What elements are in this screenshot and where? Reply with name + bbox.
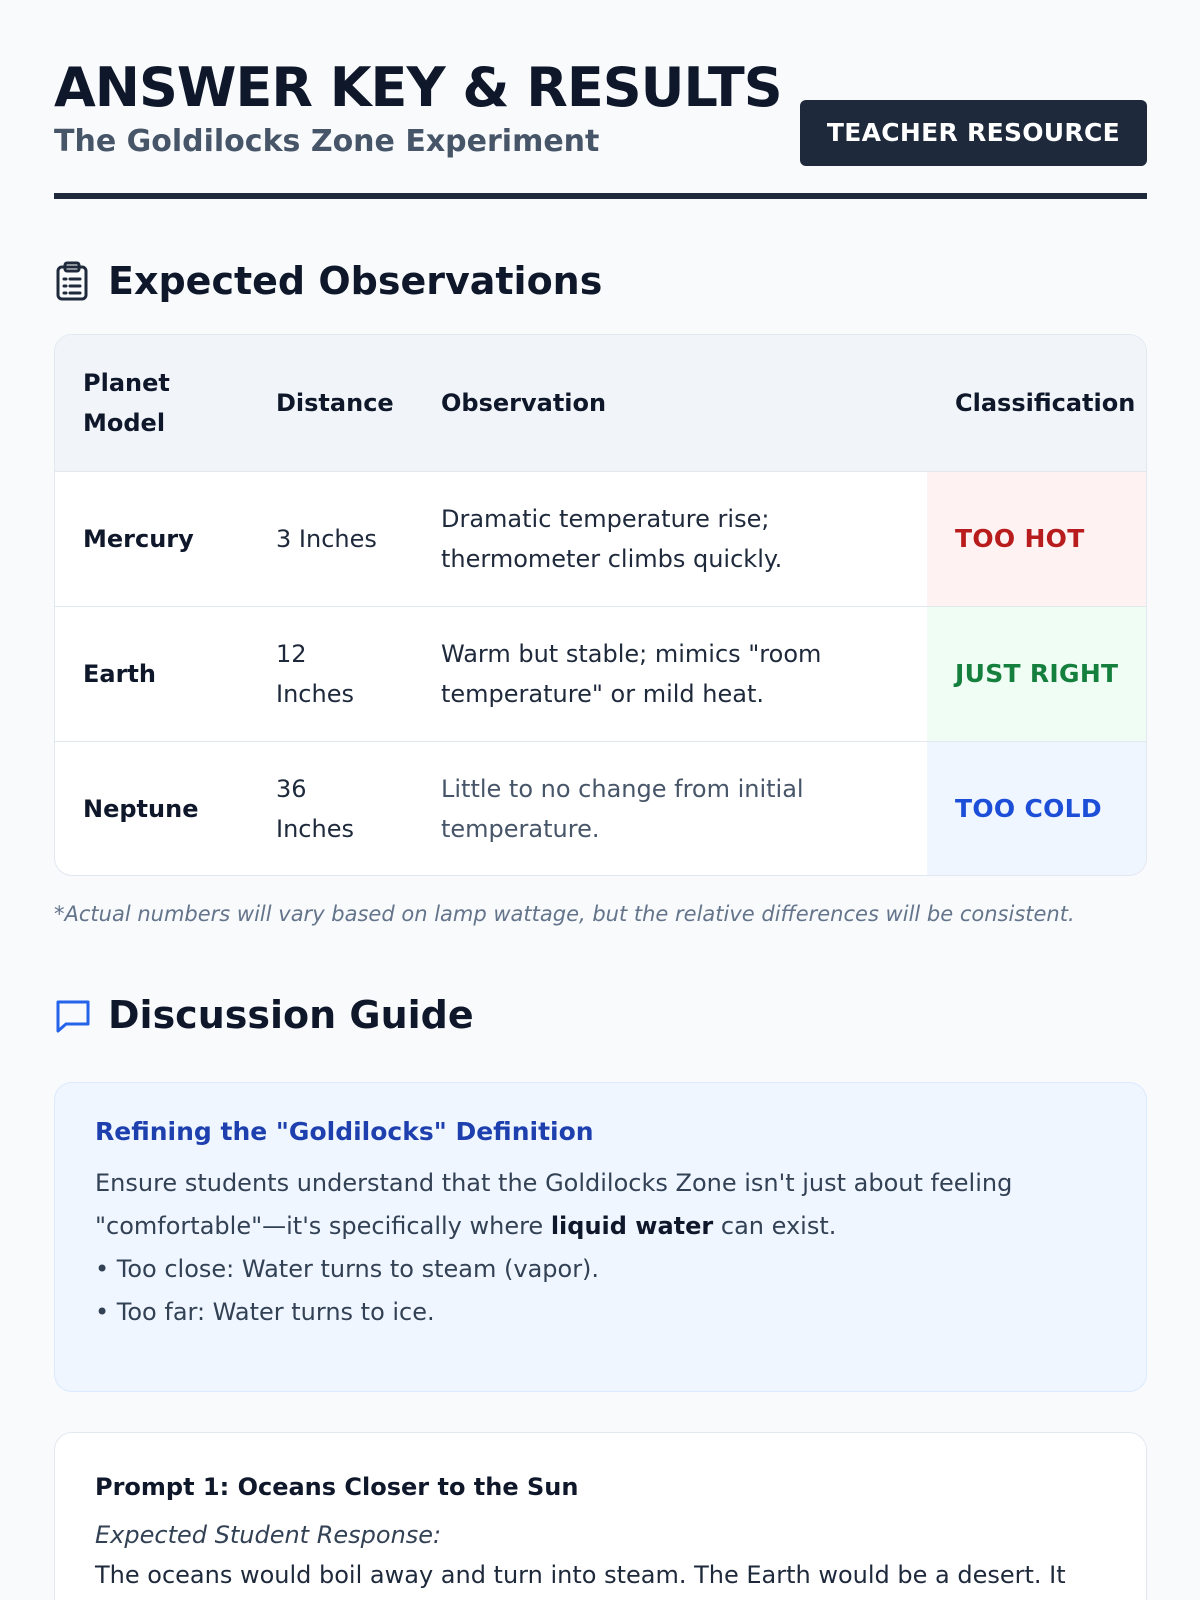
table-row — [55, 606, 1147, 741]
column-header-planet: Planet Model — [83, 368, 170, 437]
teacher-resource-badge: TEACHER RESOURCE — [800, 100, 1147, 166]
observations-heading — [54, 256, 602, 306]
discussion-heading-text: Discussion Guide — [108, 993, 474, 1037]
results-footnote: *Actual numbers will vary based on lamp wattage, but the relative differences will be consistent. — [54, 902, 1075, 926]
observation-cell: Dramatic temperature rise; thermometer climbs quickly. — [441, 504, 783, 573]
observations-heading-text: Expected Observations — [108, 259, 603, 303]
prompt-title: Prompt 1: Oceans Closer to the Sun — [95, 1473, 579, 1501]
liquid-water-emphasis: liquid water — [550, 1212, 714, 1240]
classification-cell: JUST RIGHT — [927, 606, 1147, 741]
page-header — [54, 50, 1147, 200]
header-divider — [54, 193, 1147, 199]
observation-cell: Little to no change from initial temperature. — [441, 774, 804, 843]
prompt-card — [54, 1432, 1147, 1600]
table-header-row — [55, 335, 1147, 471]
planet-cell: Mercury — [83, 524, 194, 553]
classification-cell: TOO HOT — [927, 471, 1147, 606]
distance-cell: 36 Inches — [276, 774, 354, 843]
discussion-heading — [54, 990, 474, 1040]
definition-card-title: Refining the "Goldilocks" Definition — [95, 1117, 594, 1146]
column-header-observation: Observation — [441, 388, 607, 417]
classification-cell: TOO COLD — [927, 741, 1147, 876]
expected-response-label: Expected Student Response: — [95, 1521, 442, 1549]
column-header-classification: Classification — [955, 388, 1136, 417]
bullet-too-far: • Too far: Water turns to ice. — [95, 1298, 435, 1326]
table-row — [55, 741, 1147, 876]
planet-cell: Earth — [83, 659, 156, 688]
bullet-too-close: • Too close: Water turns to steam (vapor). — [95, 1255, 600, 1283]
definition-text: Ensure students understand that the Goldilocks Zone isn't just about feeling "comfortable"—it's specifically where liquid water can exist. — [95, 1169, 1013, 1240]
chat-bubble-icon — [54, 995, 94, 1035]
observations-table — [54, 334, 1147, 876]
planet-cell: Neptune — [83, 794, 199, 823]
clipboard-icon — [54, 261, 94, 301]
table-row — [55, 471, 1147, 606]
expected-response-text: The oceans would boil away and turn into steam. The Earth would be a desert. It — [95, 1561, 1066, 1589]
observation-cell: Warm but stable; mimics "room temperature" or mild heat. — [441, 639, 822, 708]
page-title: ANSWER KEY & RESULTS — [54, 56, 782, 119]
goldilocks-definition-card — [54, 1082, 1147, 1392]
answer-key-page — [54, 0, 1147, 1600]
distance-cell: 12 Inches — [276, 639, 354, 708]
distance-cell: 3 Inches — [276, 524, 377, 553]
page-subtitle: The Goldilocks Zone Experiment — [54, 124, 600, 159]
column-header-distance: Distance — [276, 388, 394, 417]
